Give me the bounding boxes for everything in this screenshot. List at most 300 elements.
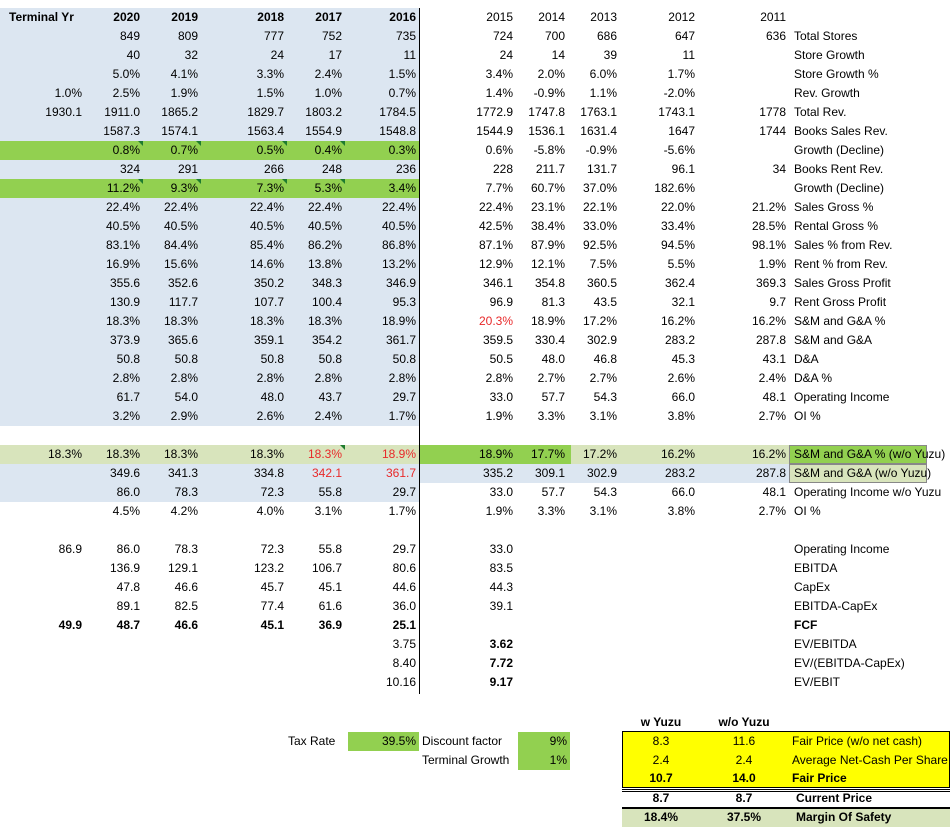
cell[interactable]: 2.9%: [170, 409, 198, 423]
cell[interactable]: 78.3: [174, 485, 198, 499]
cell[interactable]: 686: [596, 29, 617, 43]
cell[interactable]: 22.4%: [105, 200, 140, 214]
cell[interactable]: 291: [177, 162, 198, 176]
cell[interactable]: 33.0: [489, 542, 513, 556]
cell[interactable]: 78.3: [174, 542, 198, 556]
cell[interactable]: 1544.9: [476, 124, 513, 138]
cell[interactable]: 2.8%: [256, 371, 284, 385]
cell[interactable]: 735: [395, 29, 416, 43]
cell[interactable]: 302.9: [586, 466, 617, 480]
cell[interactable]: 1554.9: [305, 124, 342, 138]
cell[interactable]: 3.3%: [537, 504, 565, 518]
cell[interactable]: 12.1%: [530, 257, 565, 271]
cell[interactable]: 3.4%: [485, 67, 513, 81]
cell[interactable]: 117.7: [168, 295, 198, 309]
cell[interactable]: 9.7: [769, 295, 786, 309]
cell[interactable]: 50.8: [260, 352, 284, 366]
cell[interactable]: 87.1%: [478, 238, 513, 252]
cell[interactable]: 7.72: [489, 656, 513, 670]
cell[interactable]: 50.8: [392, 352, 416, 366]
cell[interactable]: 7.3%: [204, 179, 287, 198]
cell[interactable]: 1803.2: [305, 105, 342, 119]
cell[interactable]: 22.4%: [478, 200, 513, 214]
cell[interactable]: 95.3: [392, 295, 416, 309]
cell[interactable]: 45.1: [260, 618, 284, 632]
cell[interactable]: 12.9%: [478, 257, 513, 271]
cell[interactable]: 2.4%: [314, 67, 342, 81]
cell[interactable]: 60.7%: [530, 181, 565, 195]
cell[interactable]: 83.5: [489, 561, 513, 575]
cell[interactable]: 0.3%: [388, 143, 416, 157]
cell[interactable]: 33.0%: [582, 219, 617, 233]
cell[interactable]: 283.2: [664, 333, 695, 347]
cell[interactable]: 361.7: [385, 466, 416, 480]
cell[interactable]: 355.6: [109, 276, 140, 290]
cell[interactable]: 50.8: [116, 352, 140, 366]
cell[interactable]: 9.17: [489, 675, 513, 689]
cell[interactable]: -0.9%: [533, 86, 565, 100]
cell[interactable]: 130.9: [109, 295, 140, 309]
cell[interactable]: 25.1: [392, 618, 416, 632]
header-year-2018[interactable]: 2018: [257, 10, 284, 24]
cell[interactable]: 1574.1: [161, 124, 198, 138]
header-year-2016[interactable]: 2016: [389, 10, 416, 24]
cell[interactable]: 359.1: [253, 333, 284, 347]
cell[interactable]: 18.3%: [163, 447, 198, 461]
cell[interactable]: -5.6%: [663, 143, 695, 157]
cell[interactable]: 350.2: [253, 276, 284, 290]
cell[interactable]: 48.7: [116, 618, 140, 632]
cell[interactable]: 40.5%: [307, 219, 342, 233]
cell[interactable]: 3.75: [392, 637, 416, 651]
cell[interactable]: 17.2%: [582, 314, 617, 328]
cell[interactable]: 1784.5: [379, 105, 416, 119]
cell[interactable]: 50.8: [318, 352, 342, 366]
cell[interactable]: 1.7%: [388, 504, 416, 518]
cell[interactable]: 373.9: [109, 333, 140, 347]
cell[interactable]: 236: [395, 162, 416, 176]
cell[interactable]: 0.5%: [204, 141, 287, 160]
cell[interactable]: 341.3: [167, 466, 198, 480]
cell[interactable]: 18.3%: [47, 447, 82, 461]
cell[interactable]: 16.2%: [660, 314, 695, 328]
cell[interactable]: -0.9%: [585, 143, 617, 157]
cell[interactable]: 2.7%: [758, 409, 786, 423]
cell[interactable]: 324: [119, 162, 140, 176]
cell[interactable]: 15.6%: [163, 257, 198, 271]
cell[interactable]: 18.3%: [249, 447, 284, 461]
cell[interactable]: 57.7: [541, 390, 565, 404]
cell[interactable]: 11.2%: [88, 179, 143, 198]
cell[interactable]: 29.7: [392, 542, 416, 556]
cell[interactable]: 1.9%: [485, 409, 513, 423]
cell[interactable]: 1631.4: [580, 124, 617, 138]
cell[interactable]: 334.8: [253, 466, 284, 480]
cell[interactable]: 55.8: [318, 485, 342, 499]
cell[interactable]: 3.8%: [667, 504, 695, 518]
cell[interactable]: 287.8: [755, 333, 786, 347]
cell[interactable]: 1.1%: [589, 86, 617, 100]
cell[interactable]: 18.3%: [307, 314, 342, 328]
cell[interactable]: 16.2%: [751, 447, 786, 461]
cell[interactable]: 89.1: [116, 599, 140, 613]
cell[interactable]: 17.2%: [582, 447, 617, 461]
cell[interactable]: 16.2%: [660, 447, 695, 461]
cell[interactable]: 50.5: [489, 352, 513, 366]
cell[interactable]: -2.0%: [663, 86, 695, 100]
cell[interactable]: 0.8%: [88, 141, 143, 160]
cell[interactable]: 287.8: [755, 466, 786, 480]
cell[interactable]: 11: [403, 48, 416, 62]
cell[interactable]: 18.9%: [530, 314, 565, 328]
cell[interactable]: 1763.1: [580, 105, 617, 119]
cell[interactable]: 2.7%: [589, 371, 617, 385]
cell[interactable]: 77.4: [260, 599, 284, 613]
cell[interactable]: 1772.9: [476, 105, 513, 119]
cell[interactable]: 248: [321, 162, 342, 176]
cell[interactable]: 44.3: [489, 580, 513, 594]
cell[interactable]: 849: [119, 29, 140, 43]
cell[interactable]: 2.8%: [314, 371, 342, 385]
cell[interactable]: 43.1: [762, 352, 786, 366]
cell[interactable]: 1.9%: [170, 86, 198, 100]
cell[interactable]: 40.5%: [249, 219, 284, 233]
cell[interactable]: 46.6: [174, 618, 198, 632]
cell[interactable]: 0.6%: [485, 143, 513, 157]
cell[interactable]: 80.6: [392, 561, 416, 575]
terminal-growth-cell[interactable]: 1%: [518, 751, 570, 770]
cell[interactable]: 57.7: [541, 485, 565, 499]
cell[interactable]: 20.3%: [478, 314, 513, 328]
header-year-2013[interactable]: 2013: [590, 10, 617, 24]
cell[interactable]: 45.7: [260, 580, 284, 594]
cell[interactable]: 3.8%: [667, 409, 695, 423]
cell[interactable]: 2.8%: [170, 371, 198, 385]
cell[interactable]: 129.1: [167, 561, 198, 575]
cell[interactable]: 107.7: [253, 295, 284, 309]
cell[interactable]: 2.6%: [667, 371, 695, 385]
cell[interactable]: 28.5%: [751, 219, 786, 233]
cell[interactable]: 72.3: [260, 485, 284, 499]
cell[interactable]: 21.2%: [751, 200, 786, 214]
cell[interactable]: 1.7%: [388, 409, 416, 423]
cell[interactable]: 2.8%: [485, 371, 513, 385]
cell[interactable]: 302.9: [586, 333, 617, 347]
cell[interactable]: 39: [603, 48, 617, 62]
cell[interactable]: 86.0: [116, 485, 140, 499]
cell[interactable]: 1747.8: [528, 105, 565, 119]
cell[interactable]: 55.8: [318, 542, 342, 556]
cell[interactable]: 18.3%: [249, 314, 284, 328]
cell[interactable]: 38.4%: [530, 219, 565, 233]
cell[interactable]: 346.1: [482, 276, 513, 290]
header-year-2019[interactable]: 2019: [171, 10, 198, 24]
cell[interactable]: 2.7%: [758, 504, 786, 518]
cell[interactable]: 700: [544, 29, 565, 43]
cell[interactable]: 18.9%: [478, 447, 513, 461]
cell[interactable]: 2.5%: [112, 86, 140, 100]
cell[interactable]: 131.7: [586, 162, 617, 176]
cell[interactable]: 3.1%: [589, 504, 617, 518]
cell[interactable]: 66.0: [671, 390, 695, 404]
cell[interactable]: 13.8%: [307, 257, 342, 271]
cell[interactable]: 106.7: [311, 561, 342, 575]
cell[interactable]: 22.4%: [163, 200, 198, 214]
cell[interactable]: 61.7: [116, 390, 140, 404]
cell[interactable]: 54.3: [593, 485, 617, 499]
cell[interactable]: 4.5%: [112, 504, 140, 518]
header-year-2014[interactable]: 2014: [538, 10, 565, 24]
cell[interactable]: 45.1: [318, 580, 342, 594]
cell[interactable]: 0.4%: [290, 141, 345, 160]
cell[interactable]: 1563.4: [247, 124, 284, 138]
cell[interactable]: 32.1: [671, 295, 695, 309]
cell[interactable]: 43.7: [318, 390, 342, 404]
cell[interactable]: 29.7: [392, 390, 416, 404]
cell[interactable]: 86.2%: [307, 238, 342, 252]
cell[interactable]: 34: [772, 162, 786, 176]
cell[interactable]: 87.9%: [530, 238, 565, 252]
cell[interactable]: 1536.1: [528, 124, 565, 138]
cell[interactable]: 752: [321, 29, 342, 43]
cell[interactable]: 348.3: [311, 276, 342, 290]
cell[interactable]: 2.8%: [112, 371, 140, 385]
cell[interactable]: 54.3: [593, 390, 617, 404]
cell[interactable]: 1930.1: [45, 105, 82, 119]
cell[interactable]: 61.6: [318, 599, 342, 613]
cell[interactable]: 4.1%: [170, 67, 198, 81]
cell[interactable]: 17.7%: [530, 447, 565, 461]
cell[interactable]: 14: [551, 48, 565, 62]
cell[interactable]: 2.7%: [537, 371, 565, 385]
cell[interactable]: 1.5%: [256, 86, 284, 100]
cell[interactable]: 3.3%: [256, 67, 284, 81]
cell[interactable]: 1.9%: [485, 504, 513, 518]
cell[interactable]: 3.1%: [314, 504, 342, 518]
cell[interactable]: 66.0: [671, 485, 695, 499]
cell[interactable]: 48.0: [541, 352, 565, 366]
cell[interactable]: 2.6%: [256, 409, 284, 423]
cell[interactable]: 39.1: [489, 599, 513, 613]
cell[interactable]: 98.1%: [751, 238, 786, 252]
header-year-2012[interactable]: 2012: [668, 10, 695, 24]
cell[interactable]: 22.4%: [307, 200, 342, 214]
cell[interactable]: 0.7%: [146, 141, 201, 160]
cell[interactable]: 36.0: [392, 599, 416, 613]
cell[interactable]: 2.4%: [314, 409, 342, 423]
cell[interactable]: 362.4: [664, 276, 695, 290]
cell[interactable]: 40.5%: [163, 219, 198, 233]
cell[interactable]: 14.6%: [249, 257, 284, 271]
cell[interactable]: 84.4%: [163, 238, 198, 252]
cell[interactable]: 354.8: [534, 276, 565, 290]
cell[interactable]: 3.1%: [589, 409, 617, 423]
cell[interactable]: 40.5%: [381, 219, 416, 233]
cell[interactable]: 1743.1: [658, 105, 695, 119]
cell[interactable]: 1778: [759, 105, 786, 119]
cell[interactable]: 40: [126, 48, 140, 62]
cell[interactable]: 4.0%: [256, 504, 284, 518]
cell[interactable]: 228: [492, 162, 513, 176]
cell[interactable]: 48.1: [762, 390, 786, 404]
cell[interactable]: 1.5%: [388, 67, 416, 81]
cell[interactable]: 37.0%: [582, 181, 617, 195]
cell[interactable]: 342.1: [311, 466, 342, 480]
cell[interactable]: 352.6: [167, 276, 198, 290]
header-year-2020[interactable]: 2020: [113, 10, 140, 24]
cell[interactable]: 82.5: [174, 599, 198, 613]
cell[interactable]: 43.5: [593, 295, 617, 309]
cell[interactable]: 40.5%: [105, 219, 140, 233]
cell[interactable]: 13.2%: [381, 257, 416, 271]
cell[interactable]: 1647: [668, 124, 695, 138]
cell[interactable]: 266: [263, 162, 284, 176]
cell[interactable]: 85.4%: [249, 238, 284, 252]
cell[interactable]: 22.4%: [381, 200, 416, 214]
cell[interactable]: 23.1%: [530, 200, 565, 214]
cell[interactable]: 1.0%: [314, 86, 342, 100]
cell[interactable]: 346.9: [385, 276, 416, 290]
row-label: Operating Income w/o Yuzu: [794, 485, 942, 499]
cell[interactable]: 86.0: [116, 542, 140, 556]
cell[interactable]: 33.0: [489, 485, 513, 499]
cell[interactable]: 18.9%: [381, 447, 416, 461]
cell[interactable]: 42.5%: [478, 219, 513, 233]
cell[interactable]: 1.4%: [485, 86, 513, 100]
cell[interactable]: 44.6: [392, 580, 416, 594]
cell[interactable]: 7.5%: [589, 257, 617, 271]
cell[interactable]: 335.2: [482, 466, 513, 480]
cell[interactable]: 7.7%: [485, 181, 513, 195]
header-year-2011[interactable]: 2011: [760, 10, 786, 24]
cell[interactable]: 3.2%: [112, 409, 140, 423]
cell[interactable]: 349.6: [109, 466, 140, 480]
cell[interactable]: 636: [765, 29, 786, 43]
cell[interactable]: 330.4: [534, 333, 565, 347]
cell[interactable]: 0.7%: [388, 86, 416, 100]
cell[interactable]: 777: [263, 29, 284, 43]
cell[interactable]: 29.7: [392, 485, 416, 499]
cell[interactable]: 8.40: [392, 656, 416, 670]
cell[interactable]: 1.7%: [667, 67, 695, 81]
cell[interactable]: 81.3: [541, 295, 565, 309]
cell[interactable]: 211.7: [535, 162, 565, 176]
cell[interactable]: 32: [184, 48, 198, 62]
cell[interactable]: 24: [499, 48, 513, 62]
cell[interactable]: 18.3%: [105, 314, 140, 328]
cell[interactable]: 46.6: [174, 580, 198, 594]
cell[interactable]: 48.0: [260, 390, 284, 404]
cell[interactable]: 18.3%: [105, 447, 140, 461]
cell[interactable]: 10.16: [385, 675, 416, 689]
cell[interactable]: 359.5: [482, 333, 513, 347]
cell[interactable]: 100.4: [311, 295, 342, 309]
cell[interactable]: 360.5: [586, 276, 617, 290]
cell[interactable]: 5.5%: [667, 257, 695, 271]
cell[interactable]: 22.1%: [582, 200, 617, 214]
cell[interactable]: 647: [674, 29, 695, 43]
cell[interactable]: 361.7: [385, 333, 416, 347]
cell[interactable]: 309.1: [534, 466, 565, 480]
header-terminal-yr[interactable]: Terminal Yr: [9, 10, 74, 24]
cell[interactable]: 3.3%: [537, 409, 565, 423]
cell[interactable]: 86.9: [58, 542, 82, 556]
cell[interactable]: 72.3: [260, 542, 284, 556]
cell[interactable]: 17: [328, 48, 342, 62]
cell[interactable]: 136.9: [109, 561, 140, 575]
cell[interactable]: 3.4%: [388, 181, 416, 195]
cell[interactable]: 3.62: [489, 637, 513, 651]
tax-rate-cell[interactable]: 39.5%: [348, 732, 419, 751]
cell[interactable]: -5.8%: [533, 143, 565, 157]
cell[interactable]: 1.0%: [54, 86, 82, 100]
cell[interactable]: 22.4%: [249, 200, 284, 214]
cell[interactable]: 36.9: [318, 618, 342, 632]
cell[interactable]: 83.1%: [105, 238, 140, 252]
cell[interactable]: 16.2%: [751, 314, 786, 328]
cell[interactable]: 47.8: [116, 580, 140, 594]
cell[interactable]: 724: [492, 29, 513, 43]
cell[interactable]: 1548.8: [379, 124, 416, 138]
cell[interactable]: 2.4%: [758, 371, 786, 385]
cell[interactable]: 18.3%: [290, 445, 345, 464]
cell[interactable]: 1.9%: [758, 257, 786, 271]
cell[interactable]: 4.2%: [170, 504, 198, 518]
cell[interactable]: 9.3%: [146, 179, 201, 198]
cell[interactable]: 86.8%: [381, 238, 416, 252]
header-year-2015[interactable]: 2015: [486, 10, 513, 24]
cell[interactable]: 24: [270, 48, 284, 62]
cell[interactable]: 369.3: [755, 276, 786, 290]
cell[interactable]: 18.3%: [163, 314, 198, 328]
cell[interactable]: 1865.2: [161, 105, 198, 119]
cell[interactable]: 46.8: [593, 352, 617, 366]
cell[interactable]: 48.1: [762, 485, 786, 499]
cell[interactable]: 182.6%: [654, 181, 695, 195]
cell[interactable]: 33.0: [489, 390, 513, 404]
cell[interactable]: 283.2: [664, 466, 695, 480]
cell[interactable]: 2.0%: [537, 67, 565, 81]
cell[interactable]: 96.9: [489, 295, 513, 309]
cell[interactable]: 2.8%: [388, 371, 416, 385]
cell[interactable]: 49.9: [58, 618, 82, 632]
cell[interactable]: 1829.7: [247, 105, 284, 119]
cell[interactable]: 809: [177, 29, 198, 43]
cell[interactable]: 50.8: [174, 352, 198, 366]
cell[interactable]: 92.5%: [582, 238, 617, 252]
cell[interactable]: 5.3%: [290, 179, 345, 198]
cell[interactable]: 22.0%: [660, 200, 695, 214]
cell[interactable]: 354.2: [311, 333, 342, 347]
cell[interactable]: 365.6: [167, 333, 198, 347]
cell[interactable]: 54.0: [174, 390, 198, 404]
cell[interactable]: 94.5%: [660, 238, 695, 252]
cell[interactable]: 45.3: [671, 352, 695, 366]
cell[interactable]: 1587.3: [103, 124, 140, 138]
cell[interactable]: 1911.0: [104, 105, 140, 119]
cell[interactable]: 33.4%: [660, 219, 695, 233]
cell[interactable]: 5.0%: [112, 67, 140, 81]
cell[interactable]: 11: [682, 48, 695, 62]
cell[interactable]: 16.9%: [105, 257, 140, 271]
cell[interactable]: 1744: [759, 124, 786, 138]
cell[interactable]: 96.1: [671, 162, 695, 176]
discount-factor-cell[interactable]: 9%: [518, 732, 570, 751]
cell[interactable]: 123.2: [253, 561, 284, 575]
cell[interactable]: 6.0%: [589, 67, 617, 81]
cell[interactable]: 18.9%: [381, 314, 416, 328]
header-year-2017[interactable]: 2017: [315, 10, 342, 24]
